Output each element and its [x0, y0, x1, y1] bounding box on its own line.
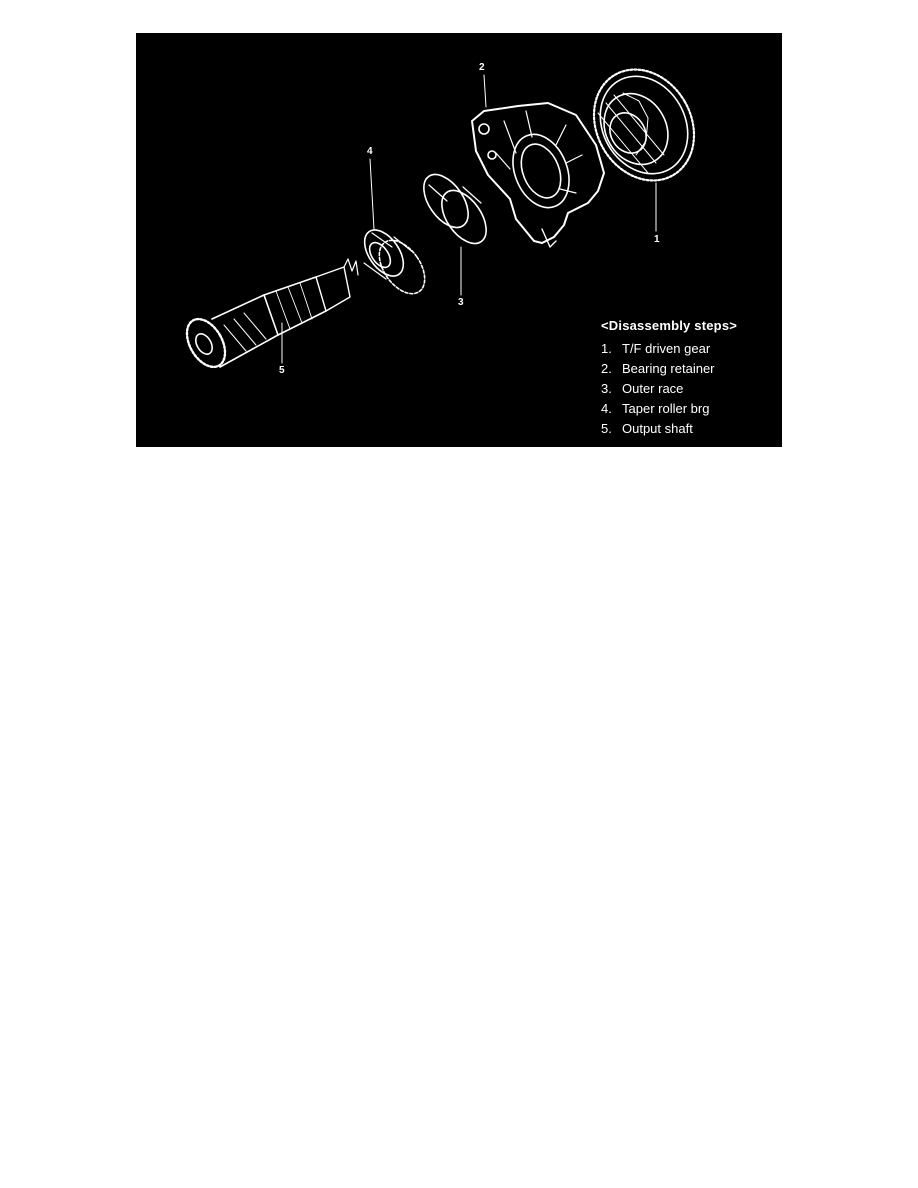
step-label: Output shaft: [622, 421, 693, 436]
step-label: T/F driven gear: [622, 341, 711, 356]
taper-roller-bearing-illustration: [357, 223, 434, 302]
legend-heading: <Disassembly steps>: [601, 318, 738, 333]
legend-step: [601, 361, 737, 381]
step-number: 4.: [601, 401, 612, 416]
step-number: 5.: [601, 421, 612, 436]
step-label: Taper roller brg: [622, 401, 710, 416]
outer-race-illustration: [415, 167, 495, 252]
callout-4: 4: [367, 146, 373, 157]
step-number: 3.: [601, 381, 612, 396]
bearing-retainer-illustration: [472, 103, 604, 247]
legend-step: [601, 421, 737, 441]
output-shaft-illustration: [179, 259, 358, 374]
disassembly-steps-legend: [601, 318, 737, 441]
step-number: 2.: [601, 361, 612, 376]
callout-5: 5: [279, 365, 285, 376]
callout-1: 1: [654, 234, 660, 245]
tf-driven-gear-illustration: [574, 51, 713, 198]
legend-step: [601, 341, 737, 361]
callout-2: 2: [479, 62, 485, 73]
step-label: Bearing retainer: [622, 361, 715, 376]
callout-3: 3: [458, 297, 464, 308]
exploded-view-diagram: [136, 33, 782, 447]
legend-step: [601, 401, 737, 421]
step-label: Outer race: [622, 381, 684, 396]
step-number: 1.: [601, 341, 612, 356]
legend-step: [601, 381, 737, 401]
